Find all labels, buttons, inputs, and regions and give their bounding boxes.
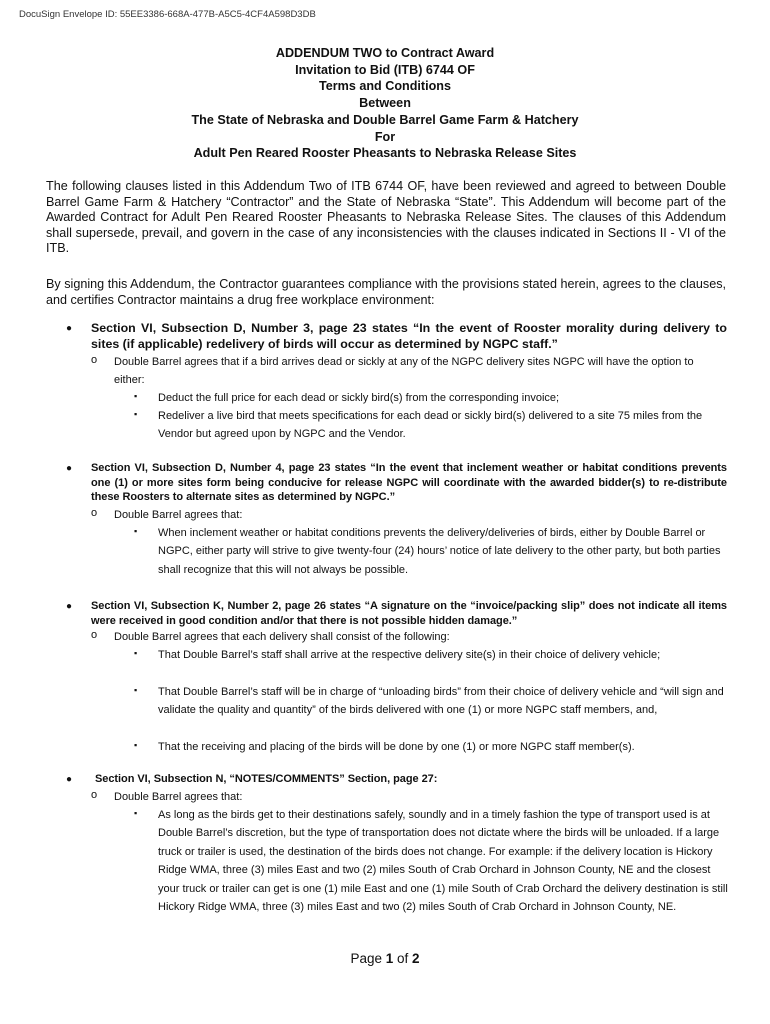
title-line-parties: The State of Nebraska and Double Barrel Game Farm & Hatchery xyxy=(191,112,579,127)
of-word: of xyxy=(397,951,409,966)
square-bullet-icon: ▪ xyxy=(134,526,138,536)
agreement-item: When inclement weather or habitat conditions prevents the delivery/deliveries of birds, either by Double Barrel or NGPC, either party will strive to give twenty-four (24) hours’ notice of late delivery to the other party, but both parties shall recognize that this will not always be possible. xyxy=(158,527,721,576)
page-number: 1 xyxy=(385,951,394,966)
agreement-item: That Double Barrel’s staff shall arrive at the respective delivery site(s) in their choice of delivery vehicle; xyxy=(158,649,661,661)
title-line-subject: Adult Pen Reared Rooster Pheasants to Nebraska Release Sites xyxy=(193,146,577,161)
section-heading: Section VI, Subsection N, “NOTES/COMMENTS” Section, page 27: xyxy=(95,773,438,785)
section-heading: Section VI, Subsection D, Number 3, page 23 states “In the event of Rooster morality during delivery to sites (if applicable) redelivery of birds will occur as determined by NGPC staff.” xyxy=(91,321,727,352)
intro-paragraph: The following clauses listed in this Addendum Two of ITB 6744 OF, have been reviewed and agreed to between Double Barrel Game Farm & Hatchery “Contractor” and the State of Nebraska “State”. This Addendum will become part of the Awarded Contract for Adult Pen Reared Rooster Pheasants to Nebraska Release Sites. The clauses of this Addendum shall supersede, prevail, and govern in the case of any inconsistencies with the clauses indicated in Sections II - VI of the ITB. xyxy=(46,179,726,256)
agreement-item: That Double Barrel’s staff will be in charge of “unloading birds” from their choice of delivery vehicle and “will sign and validate the quality and quantity” of the birds delivered with one (1) or more NGPC staff members, and, xyxy=(158,686,724,717)
bullet-icon: ● xyxy=(66,601,73,612)
title-line-terms: Terms and Conditions xyxy=(318,79,451,94)
circle-bullet-icon: o xyxy=(91,789,98,801)
title-line-addendum: ADDENDUM TWO to Contract Award xyxy=(275,46,495,60)
section-agreement: Double Barrel agrees that: xyxy=(114,509,243,521)
circle-bullet-icon: o xyxy=(91,629,98,641)
bullet-icon: ● xyxy=(66,323,73,334)
bullet-icon: ● xyxy=(66,774,73,785)
page-total: 2 xyxy=(412,951,420,966)
circle-bullet-icon: o xyxy=(91,507,98,519)
circle-bullet-icon: o xyxy=(91,354,98,366)
section-agreement: Double Barrel agrees that each delivery shall consist of the following: xyxy=(114,631,450,643)
agreement-item: Deduct the full price for each dead or sickly bird(s) from the corresponding invoice; xyxy=(158,392,560,404)
section-heading: Section VI, Subsection D, Number 4, page 23 states “In the event that inclement weather or habitat conditions prevents one (1) or more sites form being conducive for release NGPC will coordinate with the awarded bidder(s) to re-distribute these Roosters to alternate sites as determined by NGPC.” xyxy=(91,462,727,504)
square-bullet-icon: ▪ xyxy=(134,808,138,818)
square-bullet-icon: ▪ xyxy=(134,391,138,401)
square-bullet-icon: ▪ xyxy=(134,740,138,750)
docusign-envelope-id: DocuSign Envelope ID: 55EE3386-668A-477B-A5C5-4CF4A598D3DB xyxy=(19,9,316,20)
section-agreement: Double Barrel agrees that: xyxy=(114,791,243,803)
bullet-icon: ● xyxy=(66,463,73,474)
title-line-itb: Invitation to Bid (ITB) 6744 OF xyxy=(295,62,475,77)
page-footer xyxy=(0,951,770,966)
square-bullet-icon: ▪ xyxy=(134,409,138,419)
page-word: Page xyxy=(350,951,382,966)
section-heading: Section VI, Subsection K, Number 2, page 26 states “A signature on the “invoice/packing slip” does not indicate all items were received in good condition and/or that there is not possible hidden damage.” xyxy=(91,600,727,627)
agreement-item: Redeliver a live bird that meets specifications for each dead or sickly bird(s) delivered to a site 75 miles from the Vendor but agreed upon by NGPC and the Vendor. xyxy=(158,410,703,441)
signing-paragraph: By signing this Addendum, the Contractor guarantees compliance with the provisions stated herein, agrees to the clauses, and certifies Contractor maintains a drug free workplace environment: xyxy=(46,277,726,307)
title-line-between: Between xyxy=(359,96,411,111)
square-bullet-icon: ▪ xyxy=(134,685,138,695)
section-agreement: Double Barrel agrees that if a bird arrives dead or sickly at any of the NGPC delivery sites NGPC will have the option to either: xyxy=(114,356,694,387)
title-line-for: For xyxy=(374,129,396,144)
agreement-item: That the receiving and placing of the birds will be done by one (1) or more NGPC staff member(s). xyxy=(158,741,635,753)
document-title-block xyxy=(0,45,770,162)
agreement-item: As long as the birds get to their destinations safely, soundly and in a timely fashion the type of transport used is at Double Barrel’s discretion, but the type of transportation does not dictate where the birds will be unloaded. If a large truck or trailer is used, the destination of the birds does not change. For example: if the delivery location is Hickory Ridge WMA, three (3) miles East and two (2) miles South of Crab Orchard in Johnson County, NE and the closest your truck or trailer can get is one (1) mile East and one (1) mile South of Crab Orchard the delivery destination is still Hickory Ridge WMA, three (3) miles East and two (2) miles South of Crab Orchard in Johnson County, NE. xyxy=(158,809,728,914)
square-bullet-icon: ▪ xyxy=(134,648,138,658)
